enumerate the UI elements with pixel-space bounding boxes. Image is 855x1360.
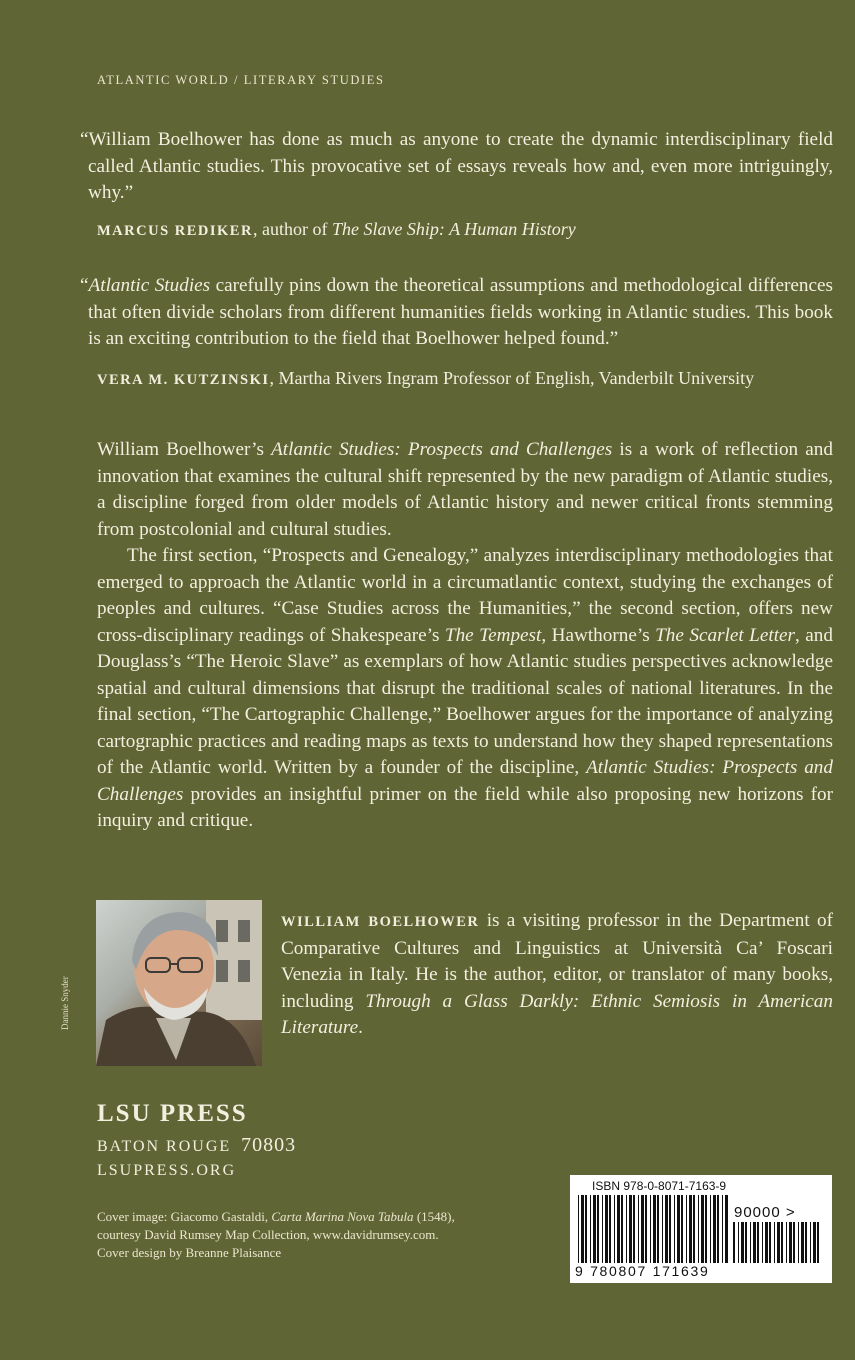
publisher-zip: 70803 bbox=[241, 1134, 297, 1156]
blurb-kutzinski-name: VERA M. KUTZINSKI bbox=[97, 372, 270, 388]
author-name: WILLIAM BOELHOWER bbox=[281, 914, 480, 930]
cover-credits: Cover image: Giacomo Gastaldi, Carta Marina Nova Tabula (1548), courtesy David Rumsey Map Collection, www.davidrumsey.com. Cover design by Breanne Plaisance bbox=[97, 1209, 455, 1260]
author-bio: WILLIAM BOELHOWER is a visiting professor in the Department of Comparative Cultures and Linguistics at Università Ca’ Foscari Venezia in Italy. He is the author, editor, or translator of many books, including Through a Glass Darkly: Ethnic Semiosis in American Literature. bbox=[281, 910, 833, 1038]
blurb-rediker-attribution bbox=[97, 217, 837, 243]
publisher-city: BATON ROUGE bbox=[97, 1138, 232, 1155]
description-paragraph-2: The first section, “Prospects and Genealogy,” analyzes interdisciplinary methodologies that emerged to approach the Atlantic world in a circumatlantic context, studying the exchanges of peoples and cultures. “Case Studies across the Humanities,” the second section, offers new cross-disciplinary readings of Shakespeare’s The Tempest, Hawthorne’s The Scarlet Letter, and Douglass’s “The Heroic Slave” as exemplars of how Atlantic studies perspectives acknowledge spatial and cultural dimensions that disrupt the traditional scales of national literatures. In the final section, “The Cartographic Challenge,” Boelhower argues for the importance of analyzing cartographic practices and reading maps as texts to understand how they shaped representations of the Atlantic world. Written by a founder of the discipline, Atlantic Studies: Prospects and Challenges provides an insightful primer on the field while also proposing new horizons for inquiry and critique. bbox=[97, 545, 833, 831]
book-description bbox=[97, 437, 833, 835]
category-label: ATLANTIC WORLD / LITERARY STUDIES bbox=[97, 73, 385, 87]
author-book-title: Through a Glass Darkly: Ethnic Semiosis in American Literature bbox=[281, 990, 833, 1038]
blurb-rediker-role: , author of bbox=[252, 219, 332, 239]
blurb-kutzinski-text: “Atlantic Studies carefully pins down the theoretical assumptions and methodological differences that often divide scholars from different humanities fields working in Atlantic studies. This book is an exciting contribution to the field that Boelhower helped found.” bbox=[80, 275, 833, 349]
ean-digits: 9 780807 171639 bbox=[575, 1263, 710, 1279]
blurb-rediker-text: “William Boelhower has done as much as anyone to create the dynamic interdisciplinary field called Atlantic studies. This provocative set of essays reveals how and, even more intriguingly, why.” bbox=[80, 129, 833, 203]
blurb-kutzinski-attribution bbox=[97, 366, 837, 392]
blurb-rediker-name: MARCUS REDIKER bbox=[97, 223, 253, 239]
author-photo bbox=[96, 900, 262, 1066]
photo-credit: Dannie Snyder bbox=[60, 976, 70, 1030]
blurb-kutzinski-role: , Martha Rivers Ingram Professor of English, Vanderbilt University bbox=[269, 368, 755, 388]
description-paragraph-1: William Boelhower’s Atlantic Studies: Prospects and Challenges is a work of reflection and innovation that examines the cultural shift represented by the new paradigm of Atlantic studies, a discipline forged from older models of Atlantic history and newer critical fronts stemming from postcolonial and cultural studies. bbox=[97, 439, 833, 540]
isbn-barcode bbox=[570, 1175, 832, 1283]
blurb-kutzinski-book: Atlantic Studies bbox=[88, 275, 211, 296]
isbn-number: ISBN 978-0-8071-7163-9 bbox=[592, 1179, 727, 1193]
publisher-address bbox=[97, 1134, 296, 1157]
publisher-name: LSU PRESS bbox=[97, 1100, 248, 1127]
price-code: 90000 > bbox=[734, 1204, 796, 1221]
publisher-url: LSUPRESS.ORG bbox=[97, 1162, 237, 1179]
blurb-rediker-book: The Slave Ship: A Human History bbox=[331, 219, 576, 239]
